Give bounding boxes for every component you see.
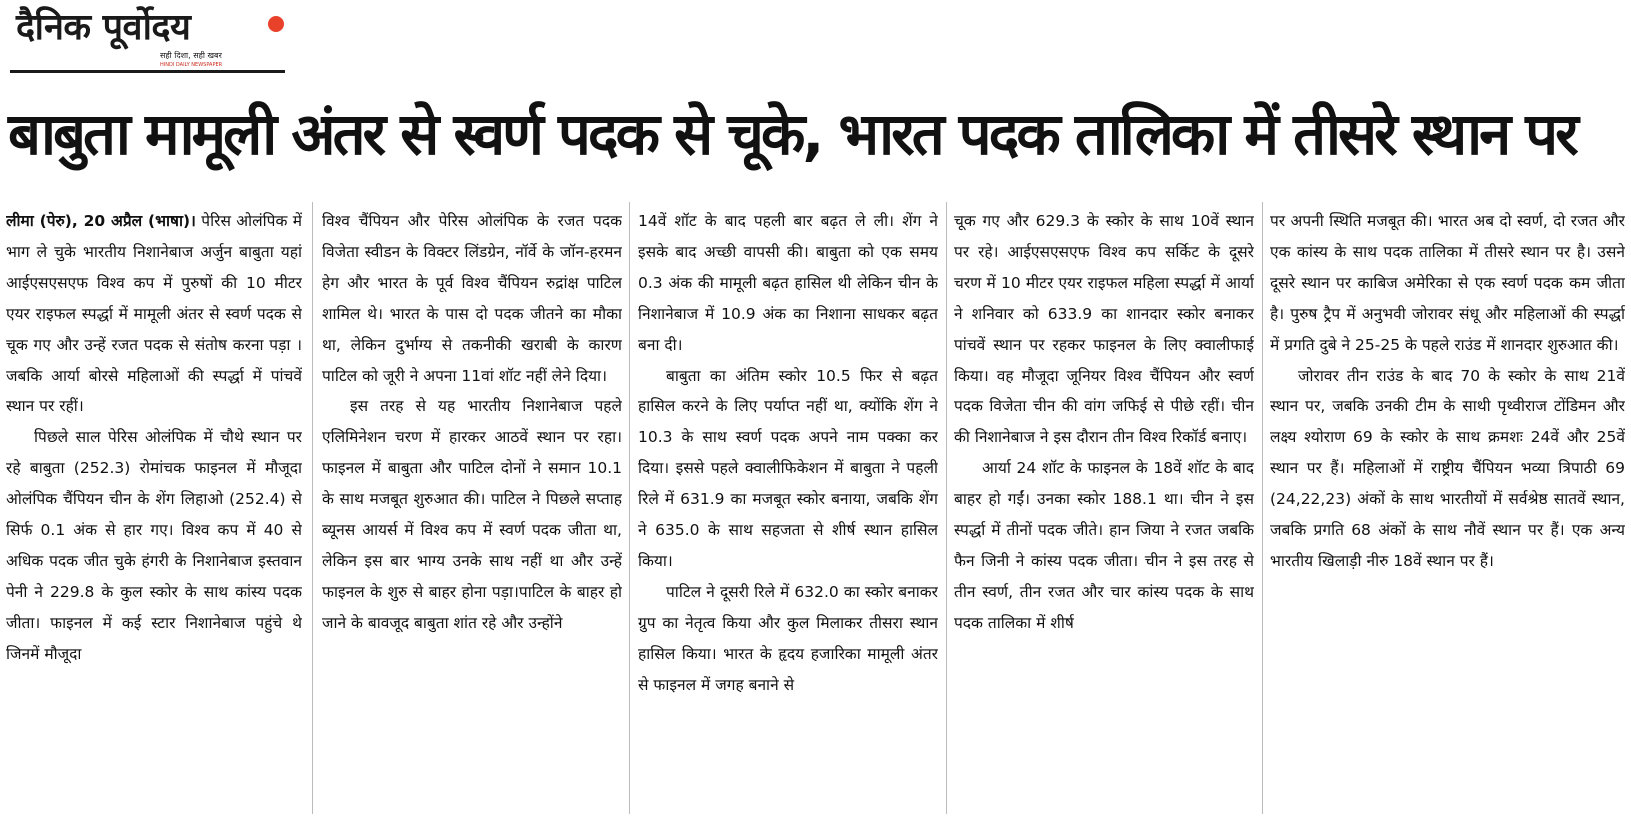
column-divider xyxy=(946,202,947,814)
article-column-5 xyxy=(1270,206,1625,816)
article-column-3 xyxy=(638,206,938,816)
article-paragraph: पाटिल ने दूसरी रिले में 632.0 का स्कोर बनाकर ग्रुप का नेतृत्व किया और कुल मिलाकर तीसरा स्थान हासिल किया। भारत के हृदय हजारिका मामूली अंतर से फाइनल में जगह बनाने से xyxy=(638,582,938,694)
newspaper-title: दैनिक पूर्वोदय xyxy=(16,7,191,48)
article-paragraph: चूक गए और 629.3 के स्कोर के साथ 10वें स्थान पर रहे। आईएसएसएफ विश्व कप सर्किट के दूसरे चरण में 10 मीटर एयर राइफल महिला स्पर्द्धा में आर्या ने शनिवार को 633.9 का शानदार स्कोर बनाकर पांचवें स्थान पर रहकर फाइनल के लिए क्वालीफाई किया। वह मौजूदा जूनियर विश्व चैंपियन और स्वर्ण पदक विजेता चीन की वांग जफिई से पीछे रहीं। चीन की निशानेबाज ने इस दौरान तीन विश्व रिकॉर्ड बनाए। xyxy=(954,212,1254,447)
article-column-2 xyxy=(322,206,622,816)
article-paragraph: बाबुता का अंतिम स्कोर 10.5 फिर से बढ़त हासिल करने के लिए पर्याप्त नहीं था, क्योंकि शेंग ने 10.3 के साथ स्वर्ण पदक अपने नाम पक्का कर दिया। इससे पहले क्वालीफिकेशन में बाबुता ने पहली रिले में 631.9 का मजबूत स्कोर बनाया, जबकि शेंग ने 635.0 के साथ सहजता से शीर्ष स्थान हासिल किया। xyxy=(638,366,938,570)
column-divider xyxy=(312,202,313,814)
article-column-1 xyxy=(6,206,302,816)
masthead xyxy=(10,4,285,74)
logo-sun-icon xyxy=(268,16,284,32)
column-divider xyxy=(1262,202,1263,814)
newspaper-tagline: सही दिशा, सही खबर xyxy=(160,51,222,60)
article-paragraph: पिछले साल पेरिस ओलंपिक में चौथे स्थान पर रहे बाबुता (252.3) रोमांचक फाइनल में मौजूदा ओलंपिक चैंपियन चीन के शेंग लिहाओ (252.4) से सिर्फ 0.1 अंक से हार गए। विश्व कप में 40 से अधिक पदक जीत चुके हंगरी के निशानेबाज इस्तवान पेनी ने 229.8 के कुल स्कोर के साथ कांस्य पदक जीता। फाइनल में कई स्टार निशानेबाज पहुंचे थे जिनमें मौजूदा xyxy=(6,428,302,663)
article-column-4 xyxy=(954,206,1254,816)
article-paragraph: आर्या 24 शॉट के फाइनल के 18वें शॉट के बाद बाहर हो गईं। उनका स्कोर 188.1 था। चीन ने इस स्पर्द्धा में तीनों पदक जीते। हान जिया ने रजत जबकि फैन जिनी ने कांस्य पदक जीता। चीन ने इस तरह से तीन स्वर्ण, तीन रजत और चार कांस्य पदक के साथ पदक तालिका में शीर्ष xyxy=(954,459,1254,632)
article-paragraph: जोरावर तीन राउंड के बाद 70 के स्कोर के साथ 21वें स्थान पर, जबकि उनकी टीम के साथी पृथ्वीराज टोंडिमन और लक्ष्य श्योराण 69 के स्कोर के साथ क्रमशः 24वें और 25वें स्थान पर हैं। महिलाओं में राष्ट्रीय चैंपियन भव्या त्रिपाठी 69 (24,22,23) अंकों के साथ भारतीयों में सर्वश्रेष्ठ सातवें स्थान, जबकि प्रगति 68 अंकों के साथ नौवें स्थान पर हैं। एक अन्य भारतीय खिलाड़ी नीरु 18वें स्थान पर हैं। xyxy=(1270,366,1625,570)
newspaper-subline: HINDI DAILY NEWSPAPER xyxy=(160,62,223,68)
masthead-divider xyxy=(10,70,285,73)
dateline: लीमा (पेरु), 20 अप्रैल (भाषा)। xyxy=(6,212,196,230)
article-headline: बाबुता मामूली अंतर से स्वर्ण पदक से चूके, भारत पदक तालिका में तीसरे स्थान पर xyxy=(8,100,1576,168)
article-paragraph: 14वें शॉट के बाद पहली बार बढ़त ले ली। शेंग ने इसके बाद अच्छी वापसी की। बाबुता को एक समय 0.3 अंक की मामूली बढ़त हासिल थी लेकिन चीन के निशानेबाज में 10.9 अंक का निशाना साधकर बढ़त बना दी। xyxy=(638,212,938,354)
lead-text: पेरिस ओलंपिक में भाग ले चुके भारतीय निशानेबाज अर्जुन बाबुता यहां आईएसएसएफ विश्व कप में पुरुषों की 10 मीटर एयर राइफल स्पर्द्धा में मामूली अंतर से स्वर्ण पदक से चूक गए और उन्हें रजत पदक से संतोष करना पड़ा । जबकि आर्या बोरसे महिलाओं की स्पर्द्धा में पांचवें स्थान पर रहीं। xyxy=(6,212,302,416)
article-paragraph xyxy=(6,206,302,422)
article-paragraph: इस तरह से यह भारतीय निशानेबाज पहले एलिमिनेशन चरण में हारकर आठवें स्थान पर रहा। फाइनल में बाबुता और पाटिल दोनों ने समान 10.1 के साथ मजबूत शुरुआत की। पाटिल ने पिछले सप्ताह ब्यूनस आयर्स में विश्व कप में स्वर्ण पदक जीता था, लेकिन इस बार भाग्य उनके साथ नहीं था और उन्हें फाइनल के शुरु से बाहर होना पड़ा।पाटिल के बाहर हो जाने के बावजूद बाबुता शांत रहे और उन्होंने xyxy=(322,397,622,632)
article-paragraph: पर अपनी स्थिति मजबूत की। भारत अब दो स्वर्ण, दो रजत और एक कांस्य के साथ पदक तालिका में तीसरे स्थान पर है। उसने दूसरे स्थान पर काबिज अमेरिका से एक स्वर्ण पदक कम जीता है। पुरुष ट्रैप में अनुभवी जोरावर संधू और महिलाओं की स्पर्द्धा में प्रगति दुबे ने 25-25 के पहले राउंड में शानदार शुरुआत की। xyxy=(1270,212,1625,354)
article-paragraph: विश्व चैंपियन और पेरिस ओलंपिक के रजत पदक विजेता स्वीडन के विक्टर लिंडग्रेन, नॉर्वे के जॉन-हरमन हेग और भारत के पूर्व विश्व चैंपियन रुद्रांक्ष पाटिल शामिल थे। भारत के पास दो पदक जीतने का मौका था, लेकिन दुर्भाग्य से तकनीकी खराबी के कारण पाटिल को जूरी ने अपना 11वां शॉट नहीं लेने दिया। xyxy=(322,212,622,385)
column-divider xyxy=(629,202,630,814)
